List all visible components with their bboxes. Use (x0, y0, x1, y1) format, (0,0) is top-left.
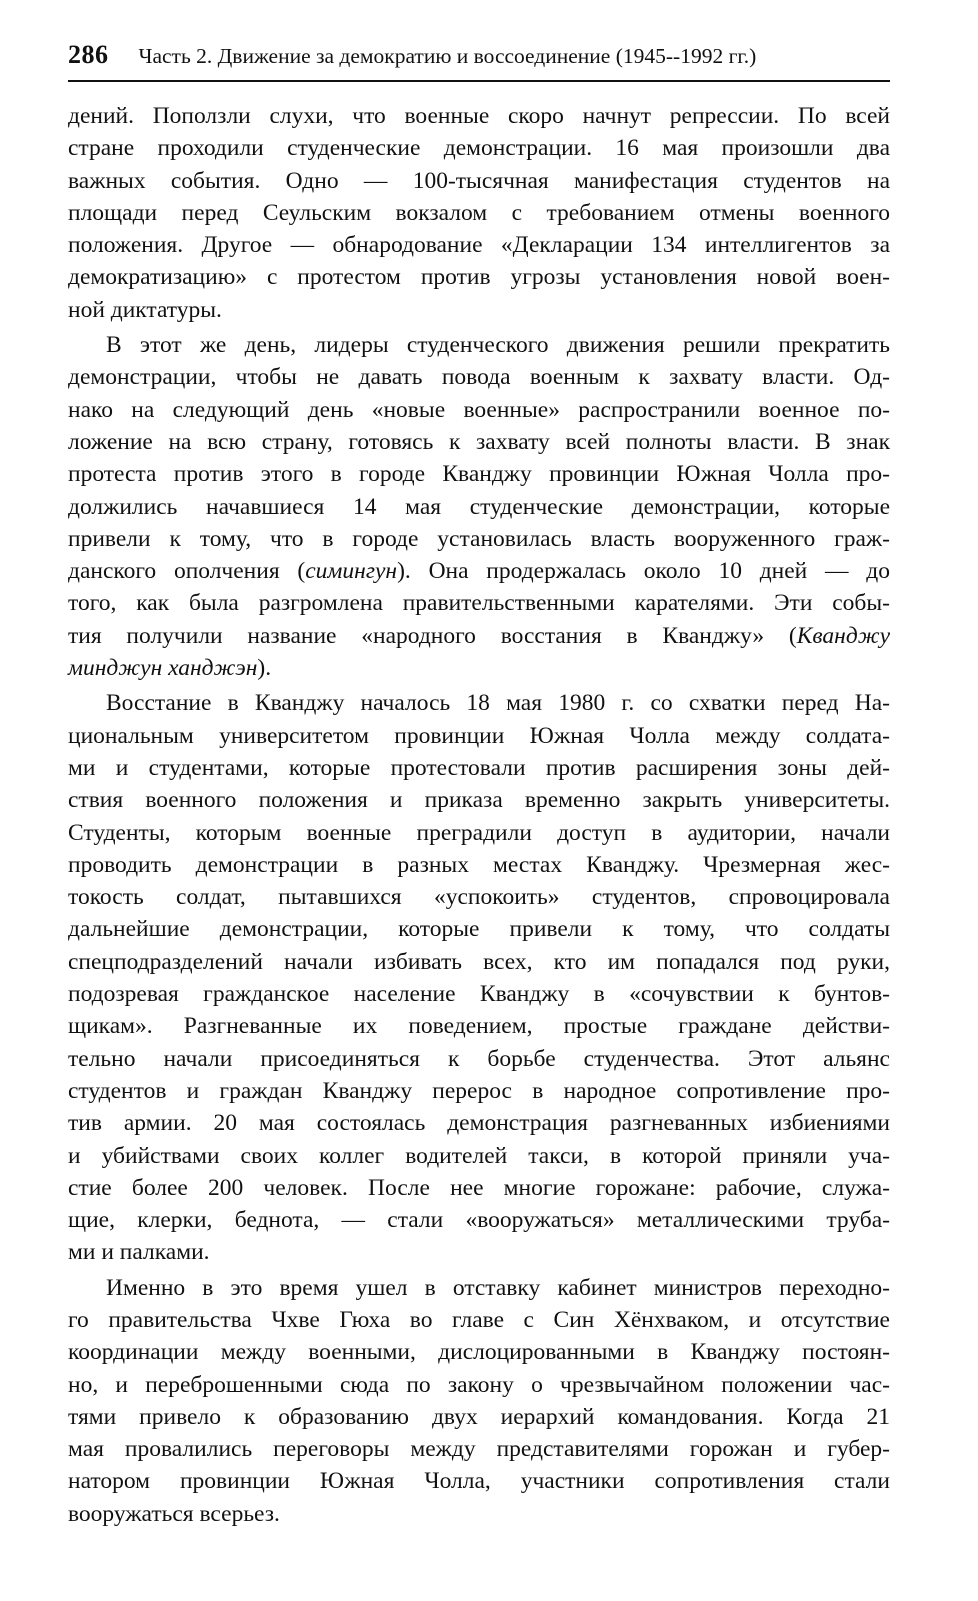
text-line: дений. Поползли слухи, что военные скоро начнут репрессии. По всей (68, 103, 890, 129)
text-line: тив армии. 20 мая состоялась демонстрация разгневанных избиениями (68, 1110, 890, 1137)
paragraph (68, 687, 890, 1268)
text-line: должились начавшиеся 14 мая студенческие демонстрации, которые (68, 493, 890, 520)
text-line: и убийствами своих коллег водителей такси, в которой приняли уча- (68, 1142, 890, 1169)
text-line: вооружаться всерьез. (68, 1500, 280, 1527)
text-line: циональным университетом провинции Южная Чолла между солдата- (68, 722, 890, 749)
text-line: щие, клерки, беднота, — стали «вооружаться» металлическими труба- (68, 1207, 890, 1234)
text-line: тельно начали присоединяться к борьбе студенчества. Этот альянс (68, 1045, 890, 1072)
running-title: Часть 2. Движение за демократию и воссоединение (1945--1992 гг.) (138, 44, 757, 68)
text-line: токость солдат, пытавшихся «успокоить» студентов, спровоцировала (68, 884, 890, 911)
page-header (68, 40, 890, 82)
text-line: но, и переброшенными сюда по закону о чрезвычайном положении час- (68, 1371, 890, 1398)
text-line: протеста против этого в городе Кванджу провинции Южная Чолла про- (68, 461, 890, 488)
text-line: координации между военными, дислоцированными в Кванджу постоян- (68, 1339, 890, 1366)
italic-term: Кванджу (796, 622, 890, 649)
italic-term: симингун (305, 558, 398, 585)
text-line: привели к тому, что в городе установилась власть вооруженного граж- (68, 525, 890, 552)
text-line: ми и студентами, которые протестовали против расширения зоны дей- (68, 754, 890, 781)
text-line: ложение на всю страну, готовясь к захвату всей полноты власти. В знак (68, 428, 890, 455)
text-line: Восстание в Кванджу началось 18 мая 1980 г. со схватки перед На- (106, 690, 890, 717)
page-number: 286 (68, 40, 109, 69)
text-line: спецподразделений начали избивать всех, кто им попадался под руки, (68, 948, 890, 975)
text-run: тия получили название «народного восстания в Кванджу» ( (68, 622, 797, 649)
text-line: щикам». Разгневанные их поведением, простые граждане действи- (68, 1013, 890, 1040)
text-line: Студенты, которым военные преградили доступ в аудитории, начали (68, 819, 890, 846)
text-run: ). (257, 655, 272, 682)
text-run: ). Она продержалась около 10 дней — до (397, 558, 891, 585)
text-line: натором провинции Южная Чолла, участники сопротивления стали (68, 1468, 890, 1495)
text-line: ной диктатуры. (68, 296, 222, 323)
text-line: студентов и граждан Кванджу перерос в народное сопротивление про- (68, 1077, 890, 1104)
text-line: В этот же день, лидеры студенческого движения решили прекратить (106, 332, 890, 359)
text-line: тями привело к образованию двух иерархий командования. Когда 21 (68, 1403, 890, 1430)
text-line: ствия военного положения и приказа временно закрыть университеты. (68, 787, 890, 814)
body-text (68, 100, 890, 1533)
text-line: важных события. Одно — 100-тысячная манифестация студентов на (68, 167, 890, 194)
text-line: мая провалились переговоры между представителями горожан и губер- (68, 1436, 890, 1463)
text-line (68, 555, 890, 587)
text-line: нако на следующий день «новые военные» распространили военное по- (68, 396, 890, 423)
text-line: демократизацию» с протестом против угрозы установления новой воен- (68, 264, 890, 291)
italic-term: минджун ханджэн (68, 655, 258, 682)
text-line: стие более 200 человек. После нее многие горожане: рабочие, служа- (68, 1174, 890, 1201)
text-line: ми и палками. (68, 1239, 210, 1266)
text-run: данского ополчения ( (68, 558, 306, 585)
paragraph (68, 100, 890, 326)
text-line: дальнейшие демонстрации, которые привели к тому, что солдаты (68, 916, 890, 943)
text-line: проводить демонстрации в разных местах Кванджу. Чрезмерная жес- (68, 851, 890, 878)
text-line: го правительства Чхве Гюха во главе с Син Хёнхваком, и отсутствие (68, 1306, 890, 1333)
text-line (68, 620, 890, 652)
text-line: демонстрации, чтобы не давать повода военным к захвату власти. Од- (68, 364, 890, 391)
text-line: положения. Другое — обнародование «Декларации 134 интеллигентов за (68, 232, 890, 259)
text-line: подозревая гражданское население Кванджу в «сочувствии к бунтов- (68, 981, 890, 1008)
paragraph (68, 329, 890, 684)
text-line: площади перед Сеульским вокзалом с требованием отмены военного (68, 199, 890, 226)
paragraph (68, 1272, 890, 1530)
text-line (68, 652, 890, 684)
text-line: того, как была разгромлена правительственными карателями. Эти собы- (68, 590, 890, 617)
text-line: стране проходили студенческие демонстрации. 16 мая произошли два (68, 135, 890, 162)
text-line: Именно в это время ушел в отставку кабинет министров переходно- (106, 1274, 890, 1301)
